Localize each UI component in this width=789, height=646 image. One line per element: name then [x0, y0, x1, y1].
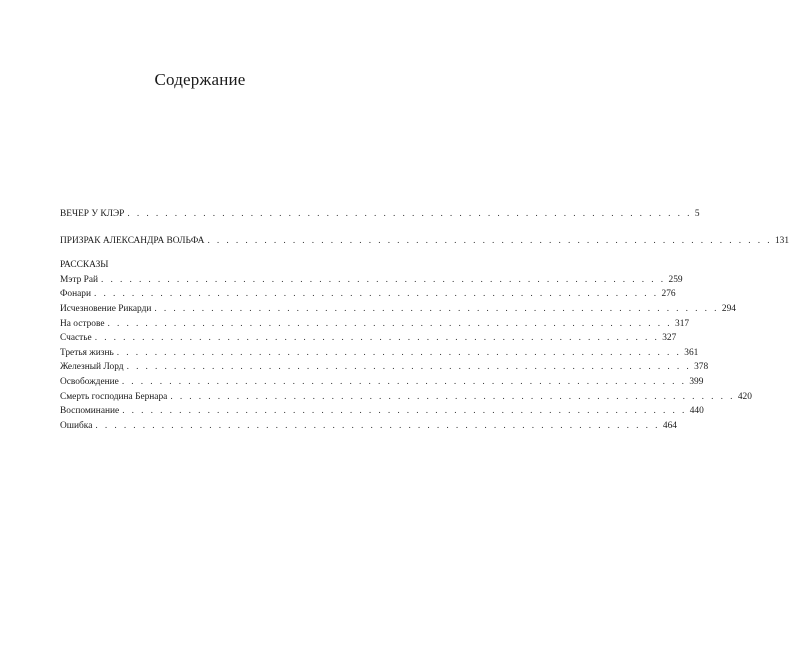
toc-entry — [60, 287, 676, 302]
toc-entry-label: Мэтр Рай — [60, 274, 98, 285]
toc-entry-page: 317 — [675, 318, 690, 329]
toc-entry-page: 399 — [689, 376, 704, 387]
toc-entry-page: 440 — [689, 406, 704, 417]
toc-entry-label: На острове — [60, 318, 105, 329]
toc-entry-label: Счастье — [60, 333, 92, 344]
toc-entry-page: 5 — [694, 209, 700, 219]
toc-entry-page: 131 — [774, 235, 789, 246]
toc-entry — [60, 331, 677, 346]
toc-entry-label: Смерть господина Бернара — [60, 391, 168, 402]
table-of-contents — [60, 207, 789, 433]
toc-entry-label: Фонари — [60, 289, 91, 300]
toc-entry-label: Третья жизнь — [60, 347, 114, 358]
toc-entry-label: Исчезновение Рикарди — [60, 303, 152, 314]
leader-dots: . . . . . . . . . . . . . . . . . . . . . . . . . . . . . . . . . . . . . . . . . . . . . . . . . . . . . . . . . . . . — [107, 318, 672, 329]
toc-entry — [60, 390, 752, 405]
stories-list — [60, 273, 752, 434]
toc-entry — [60, 404, 704, 419]
toc-entry-label: Ошибка — [60, 420, 93, 431]
toc-entry — [60, 273, 683, 288]
section-heading: РАССКАЗЫ — [60, 260, 109, 271]
toc-entry-label: Освобождение — [60, 376, 119, 387]
toc-entry-page: 361 — [684, 347, 699, 358]
toc-entry-label: Железный Лорд — [60, 362, 124, 373]
leader-dots: . . . . . . . . . . . . . . . . . . . . . . . . . . . . . . . . . . . . . . . . . . . . . . . . . . . . . . . . . . . . — [122, 406, 687, 417]
leader-dots: . . . . . . . . . . . . . . . . . . . . . . . . . . . . . . . . . . . . . . . . . . . . . . . . . . . . . . . . . . . . — [101, 274, 666, 285]
toc-entry — [60, 234, 789, 249]
leader-dots: . . . . . . . . . . . . . . . . . . . . . . . . . . . . . . . . . . . . . . . . . . . . . . . . . . . . . . . . . . . . — [127, 209, 692, 219]
leader-dots: . . . . . . . . . . . . . . . . . . . . . . . . . . . . . . . . . . . . . . . . . . . . . . . . . . . . . . . . . . . . — [170, 391, 735, 402]
leader-dots: . . . . . . . . . . . . . . . . . . . . . . . . . . . . . . . . . . . . . . . . . . . . . . . . . . . . . . . . . . . . — [126, 362, 692, 373]
leader-dots: . . . . . . . . . . . . . . . . . . . . . . . . . . . . . . . . . . . . . . . . . . . . . . . . . . . . . . . . . . . . — [154, 303, 719, 314]
leader-dots: . . . . . . . . . . . . . . . . . . . . . . . . . . . . . . . . . . . . . . . . . . . . . . . . . . . . . . . . . . . . — [207, 235, 772, 246]
toc-entry — [60, 302, 736, 317]
toc-entry — [60, 360, 709, 375]
toc-entry-label: Воспоминание — [60, 406, 120, 417]
toc-entry-page: 420 — [737, 391, 752, 402]
toc-entry — [60, 375, 704, 390]
toc-entry — [60, 207, 700, 222]
toc-entry-label: ВЕЧЕР У КЛЭР — [60, 209, 125, 219]
leader-dots: . . . . . . . . . . . . . . . . . . . . . . . . . . . . . . . . . . . . . . . . . . . . . . . . . . . . . . . . . . . . — [95, 420, 660, 431]
toc-entry — [60, 419, 677, 434]
toc-entry — [60, 317, 690, 332]
toc-entry-page: 259 — [668, 274, 683, 285]
page-title: Содержание — [154, 70, 246, 89]
toc-entry-label: ПРИЗРАК АЛЕКСАНДРА ВОЛЬФА — [60, 235, 205, 246]
leader-dots: . . . . . . . . . . . . . . . . . . . . . . . . . . . . . . . . . . . . . . . . . . . . . . . . . . . . . . . . . . . . — [93, 289, 659, 300]
toc-entry-page: 327 — [662, 333, 677, 344]
toc-entry — [60, 346, 699, 361]
toc-entry-page: 294 — [721, 303, 736, 314]
toc-entry-page: 276 — [661, 289, 676, 300]
leader-dots: . . . . . . . . . . . . . . . . . . . . . . . . . . . . . . . . . . . . . . . . . . . . . . . . . . . . . . . . . . . . — [116, 347, 682, 358]
toc-entry-page: 378 — [694, 362, 709, 373]
leader-dots: . . . . . . . . . . . . . . . . . . . . . . . . . . . . . . . . . . . . . . . . . . . . . . . . . . . . . . . . . . . . — [94, 333, 660, 344]
toc-entry-page: 464 — [662, 420, 677, 431]
leader-dots: . . . . . . . . . . . . . . . . . . . . . . . . . . . . . . . . . . . . . . . . . . . . . . . . . . . . . . . . . . . . — [121, 376, 687, 387]
